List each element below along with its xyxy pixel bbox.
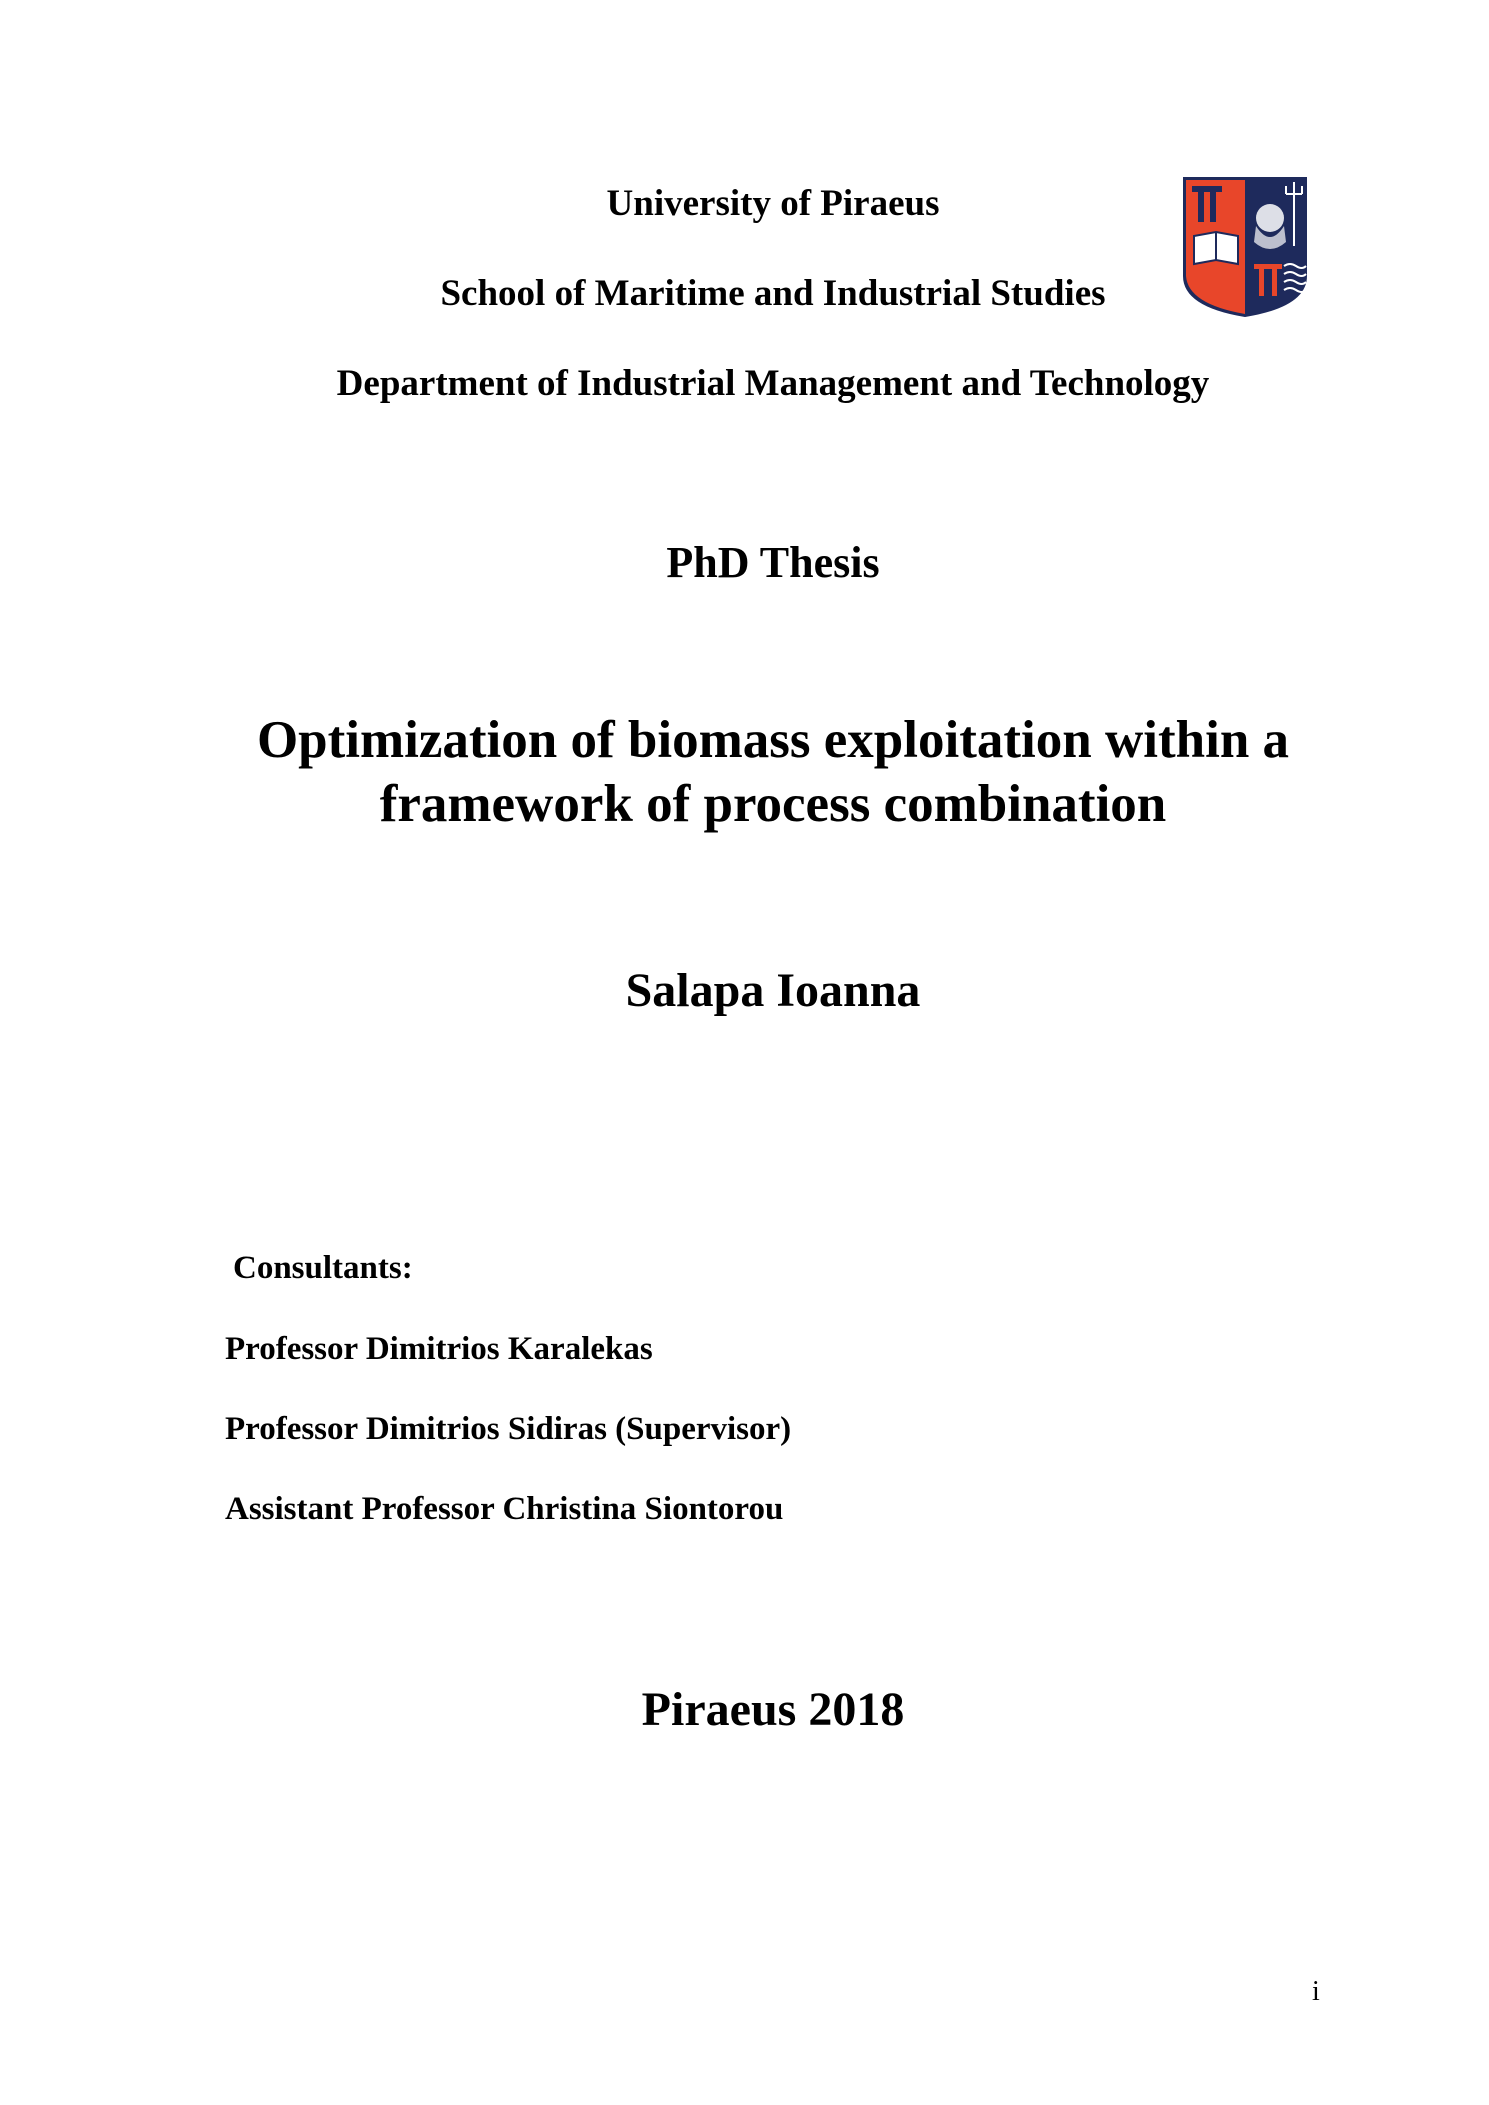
department-name: Department of Industrial Management and Technology <box>336 363 1210 404</box>
page-number: i <box>1312 1976 1320 2007</box>
consultant-item: Assistant Professor Christina Siontorou <box>225 1491 784 1527</box>
place-year: Piraeus 2018 <box>641 1683 905 1736</box>
consultants-heading: Consultants: <box>233 1250 413 1286</box>
author-name: Salapa Ioanna <box>625 964 921 1017</box>
thesis-title: Optimization of biomass exploitation within a framework of process combination <box>256 711 1290 833</box>
school-name: School of Maritime and Industrial Studies <box>440 273 1106 314</box>
document-type: PhD Thesis <box>666 538 880 587</box>
university-name: University of Piraeus <box>606 183 940 224</box>
university-crest-icon <box>1182 176 1308 318</box>
consultant-item: Professor Dimitrios Karalekas <box>225 1331 653 1367</box>
consultant-item: Professor Dimitrios Sidiras (Supervisor) <box>225 1411 792 1447</box>
